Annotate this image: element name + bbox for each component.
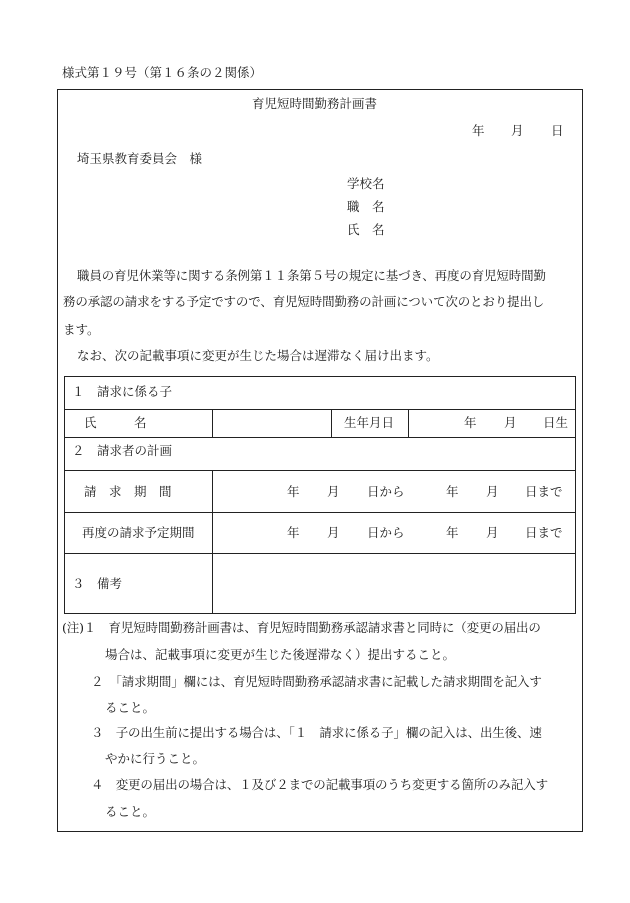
note-2-line-2: ること。: [105, 700, 156, 715]
note-1-line-2: 場合は、記載事項に変更が生じた後遅滞なく）提出すること。: [105, 647, 456, 662]
note-2-line-1: ２ 「請求期間」欄には、育児短時間勤務承認請求書に記載した請求期間を記入す: [91, 674, 542, 689]
birth-month-unit: 月: [504, 415, 517, 430]
re-period-end-year: 年: [446, 525, 459, 540]
period-start-year: 年: [287, 484, 300, 499]
date-day-label: 日: [551, 123, 564, 138]
addressee: 埼玉県教育委員会 様: [77, 151, 203, 166]
re-period-end-month: 月: [486, 525, 499, 540]
note-4-line-2: ること。: [105, 804, 156, 819]
period-start-month: 月: [327, 484, 340, 499]
section-1-heading: １ 請求に係る子: [72, 384, 173, 399]
child-name-label: 氏 名: [84, 415, 147, 430]
date-year-label: 年: [472, 123, 485, 138]
period-start-from: 日から: [367, 484, 405, 499]
remarks-field[interactable]: [213, 554, 575, 613]
note-1-line-1: (注)１ 育児短時間勤務計画書は、育児短時間勤務承認請求書と同時に（変更の届出の: [62, 620, 541, 635]
re-period-end-to: 日まで: [525, 525, 563, 540]
body-line-3: ます。: [63, 322, 100, 337]
table-rule: [64, 512, 576, 513]
note-3-line-2: やかに行うこと。: [105, 751, 206, 766]
birthdate-label: 生年月日: [344, 415, 395, 430]
section-2-heading: ２ 請求者の計画: [72, 443, 173, 458]
table-rule: [64, 437, 576, 438]
form-title: 育児短時間勤務計画書: [252, 96, 378, 111]
name-label: 氏 名: [347, 222, 385, 237]
period-end-month: 月: [486, 484, 499, 499]
period-end-year: 年: [446, 484, 459, 499]
form-number: 様式第１９号（第１６条の２関係）: [62, 65, 263, 80]
section-3-heading: ３ 備考: [72, 576, 123, 591]
child-name-field[interactable]: [213, 410, 331, 437]
period-end-to: 日まで: [525, 484, 563, 499]
school-name-label: 学校名: [347, 176, 385, 191]
date-month-label: 月: [511, 123, 524, 138]
note-4-line-1: ４ 変更の届出の場合は、１及び２までの記載事項のうち変更する箇所のみ記入す: [91, 777, 548, 792]
re-period-start-year: 年: [287, 525, 300, 540]
table-rule: [64, 470, 576, 471]
re-period-start-from: 日から: [367, 525, 405, 540]
re-period-start-month: 月: [327, 525, 340, 540]
body-line-1: 職員の育児休業等に関する条例第１１条第５号の規定に基づき、再度の育児短時間勤: [77, 268, 546, 283]
re-request-period-label: 再度の請求予定期間: [82, 525, 195, 540]
table-rule: [331, 409, 332, 437]
note-3-line-1: ３ 子の出生前に提出する場合は、「１ 請求に係る子」欄の記入は、出生後、速: [91, 725, 542, 740]
position-label: 職 名: [347, 199, 385, 214]
table-rule: [408, 409, 409, 437]
birth-year-unit: 年: [464, 415, 477, 430]
request-period-label: 請 求 期 間: [84, 484, 172, 499]
body-line-2: 務の承認の請求をする予定ですので、育児短時間勤務の計画について次のとおり提出し: [63, 294, 545, 309]
birth-day-unit: 日生: [543, 415, 569, 430]
body-line-4: なお、次の記載事項に変更が生じた場合は遅滞なく届け出ます。: [77, 348, 439, 363]
